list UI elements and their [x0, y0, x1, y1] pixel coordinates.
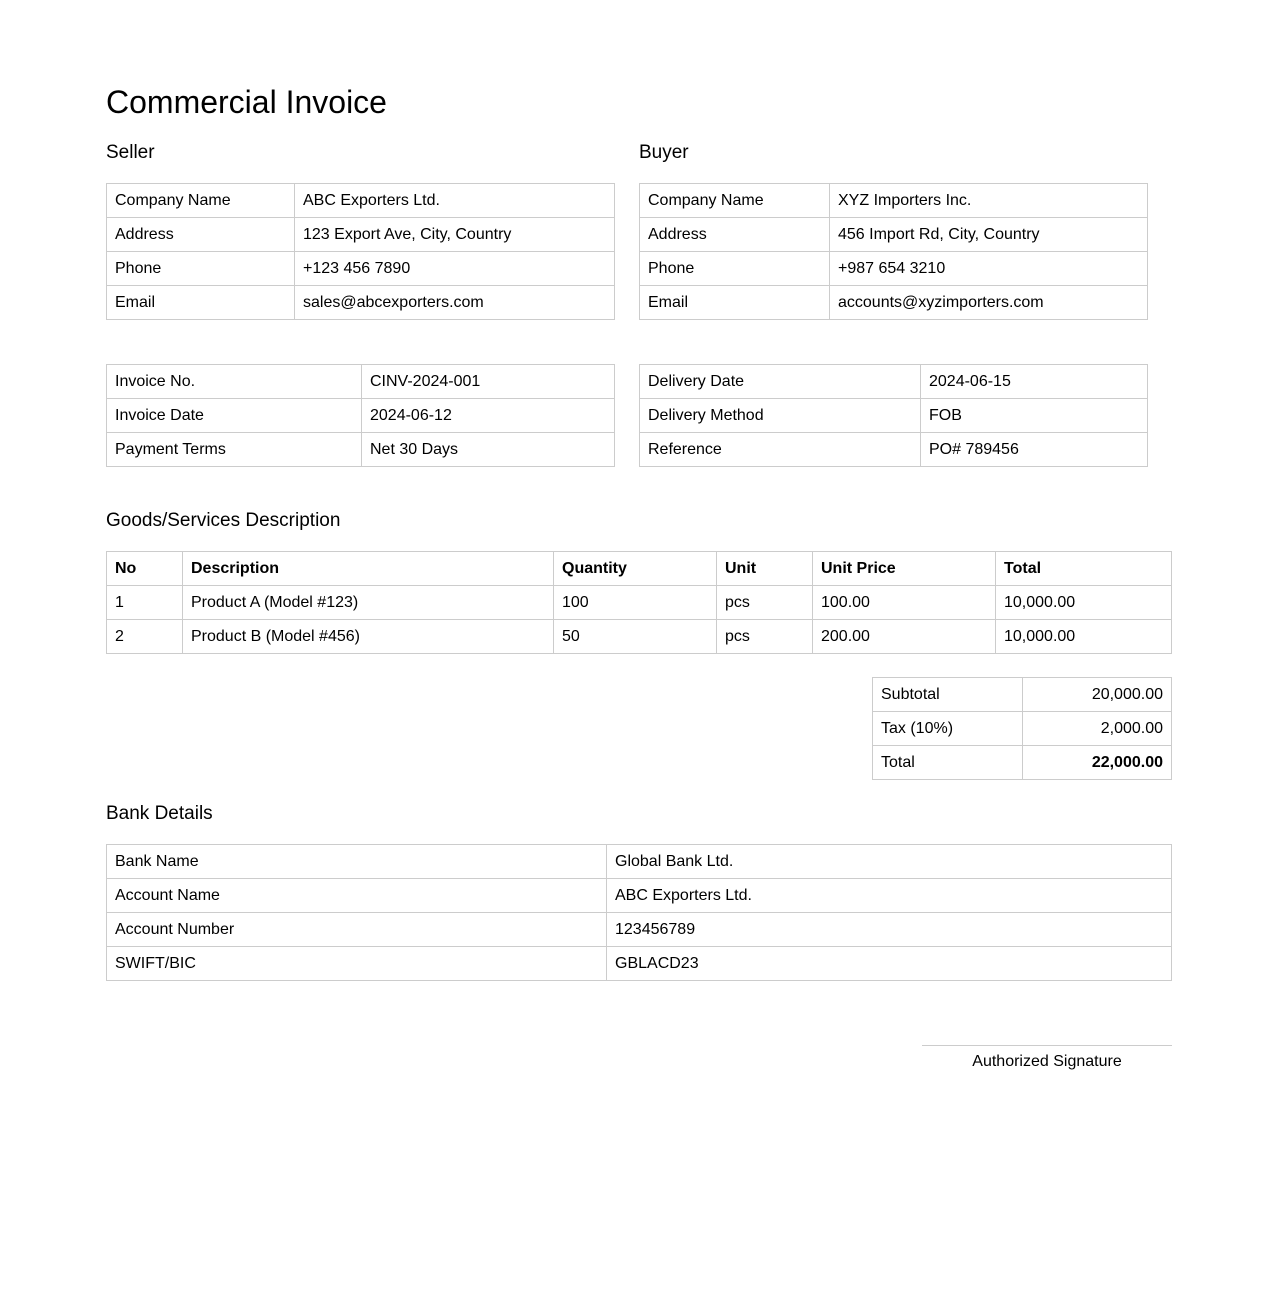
seller-value: 123 Export Ave, City, Country — [295, 218, 615, 252]
table-row — [107, 286, 615, 320]
bank-value: Global Bank Ltd. — [607, 845, 1172, 879]
buyer-value: XYZ Importers Inc. — [830, 184, 1148, 218]
table-row — [640, 433, 1148, 467]
invoice-info-label: Invoice Date — [107, 399, 362, 433]
tax-value: 2,000.00 — [1023, 712, 1172, 746]
seller-value: +123 456 7890 — [295, 252, 615, 286]
table-row — [107, 399, 615, 433]
table-row — [107, 620, 1172, 654]
buyer-label: Email — [640, 286, 830, 320]
delivery-method: FOB — [921, 399, 1148, 433]
bank-heading: Bank Details — [106, 803, 213, 824]
seller-value: sales@abcexporters.com — [295, 286, 615, 320]
item-unit: pcs — [717, 586, 813, 620]
bank-value: ABC Exporters Ltd. — [607, 879, 1172, 913]
table-row — [107, 845, 1172, 879]
delivery-info-label: Delivery Method — [640, 399, 921, 433]
delivery-info-table — [639, 364, 1148, 467]
bank-label: Bank Name — [107, 845, 607, 879]
table-row — [873, 678, 1172, 712]
goods-table — [106, 551, 1172, 654]
payment-terms: Net 30 Days — [362, 433, 615, 467]
table-row — [107, 365, 615, 399]
bank-table — [106, 844, 1172, 981]
buyer-label: Phone — [640, 252, 830, 286]
buyer-value: +987 654 3210 — [830, 252, 1148, 286]
item-description: Product A (Model #123) — [183, 586, 554, 620]
seller-heading: Seller — [106, 142, 155, 163]
table-row — [107, 433, 615, 467]
delivery-info-label: Reference — [640, 433, 921, 467]
column-header: Description — [183, 552, 554, 586]
table-row — [873, 746, 1172, 780]
item-total: 10,000.00 — [996, 586, 1172, 620]
table-row — [107, 913, 1172, 947]
bank-label: Account Name — [107, 879, 607, 913]
table-row — [640, 252, 1148, 286]
invoice-number: CINV-2024-001 — [362, 365, 615, 399]
seller-label: Company Name — [107, 184, 295, 218]
item-quantity: 100 — [554, 586, 717, 620]
table-row — [107, 947, 1172, 981]
page-title: Commercial Invoice — [106, 84, 387, 120]
buyer-heading: Buyer — [639, 142, 689, 163]
invoice-info-table — [106, 364, 615, 467]
seller-label: Address — [107, 218, 295, 252]
column-header: No — [107, 552, 183, 586]
signature-line — [922, 1045, 1172, 1046]
table-row — [107, 879, 1172, 913]
delivery-date: 2024-06-15 — [921, 365, 1148, 399]
tax-label: Tax (10%) — [873, 712, 1023, 746]
item-unit-price: 100.00 — [813, 586, 996, 620]
bank-label: Account Number — [107, 913, 607, 947]
column-header: Quantity — [554, 552, 717, 586]
item-no: 1 — [107, 586, 183, 620]
table-row — [640, 399, 1148, 433]
subtotal-value: 20,000.00 — [1023, 678, 1172, 712]
table-row — [640, 365, 1148, 399]
column-header: Unit — [717, 552, 813, 586]
bank-label: SWIFT/BIC — [107, 947, 607, 981]
seller-value: ABC Exporters Ltd. — [295, 184, 615, 218]
seller-label: Phone — [107, 252, 295, 286]
table-row — [640, 184, 1148, 218]
invoice-date: 2024-06-12 — [362, 399, 615, 433]
buyer-label: Company Name — [640, 184, 830, 218]
column-header: Unit Price — [813, 552, 996, 586]
item-unit: pcs — [717, 620, 813, 654]
table-row — [873, 712, 1172, 746]
buyer-value: accounts@xyzimporters.com — [830, 286, 1148, 320]
buyer-value: 456 Import Rd, City, Country — [830, 218, 1148, 252]
table-header-row — [107, 552, 1172, 586]
seller-label: Email — [107, 286, 295, 320]
delivery-info-label: Delivery Date — [640, 365, 921, 399]
table-row — [107, 184, 615, 218]
table-row — [107, 586, 1172, 620]
table-row — [107, 218, 615, 252]
signature-label: Authorized Signature — [972, 1053, 1122, 1070]
invoice-info-label: Payment Terms — [107, 433, 362, 467]
item-no: 2 — [107, 620, 183, 654]
seller-table — [106, 183, 615, 320]
buyer-label: Address — [640, 218, 830, 252]
item-total: 10,000.00 — [996, 620, 1172, 654]
goods-heading: Goods/Services Description — [106, 510, 341, 531]
table-row — [640, 286, 1148, 320]
grand-total-value: 22,000.00 — [1023, 746, 1172, 780]
total-label: Total — [873, 746, 1023, 780]
reference: PO# 789456 — [921, 433, 1148, 467]
totals-table — [872, 677, 1172, 780]
bank-value: 123456789 — [607, 913, 1172, 947]
table-row — [640, 218, 1148, 252]
column-header: Total — [996, 552, 1172, 586]
bank-value: GBLACD23 — [607, 947, 1172, 981]
subtotal-label: Subtotal — [873, 678, 1023, 712]
item-description: Product B (Model #456) — [183, 620, 554, 654]
invoice-info-label: Invoice No. — [107, 365, 362, 399]
buyer-table — [639, 183, 1148, 320]
item-quantity: 50 — [554, 620, 717, 654]
table-row — [107, 252, 615, 286]
item-unit-price: 200.00 — [813, 620, 996, 654]
